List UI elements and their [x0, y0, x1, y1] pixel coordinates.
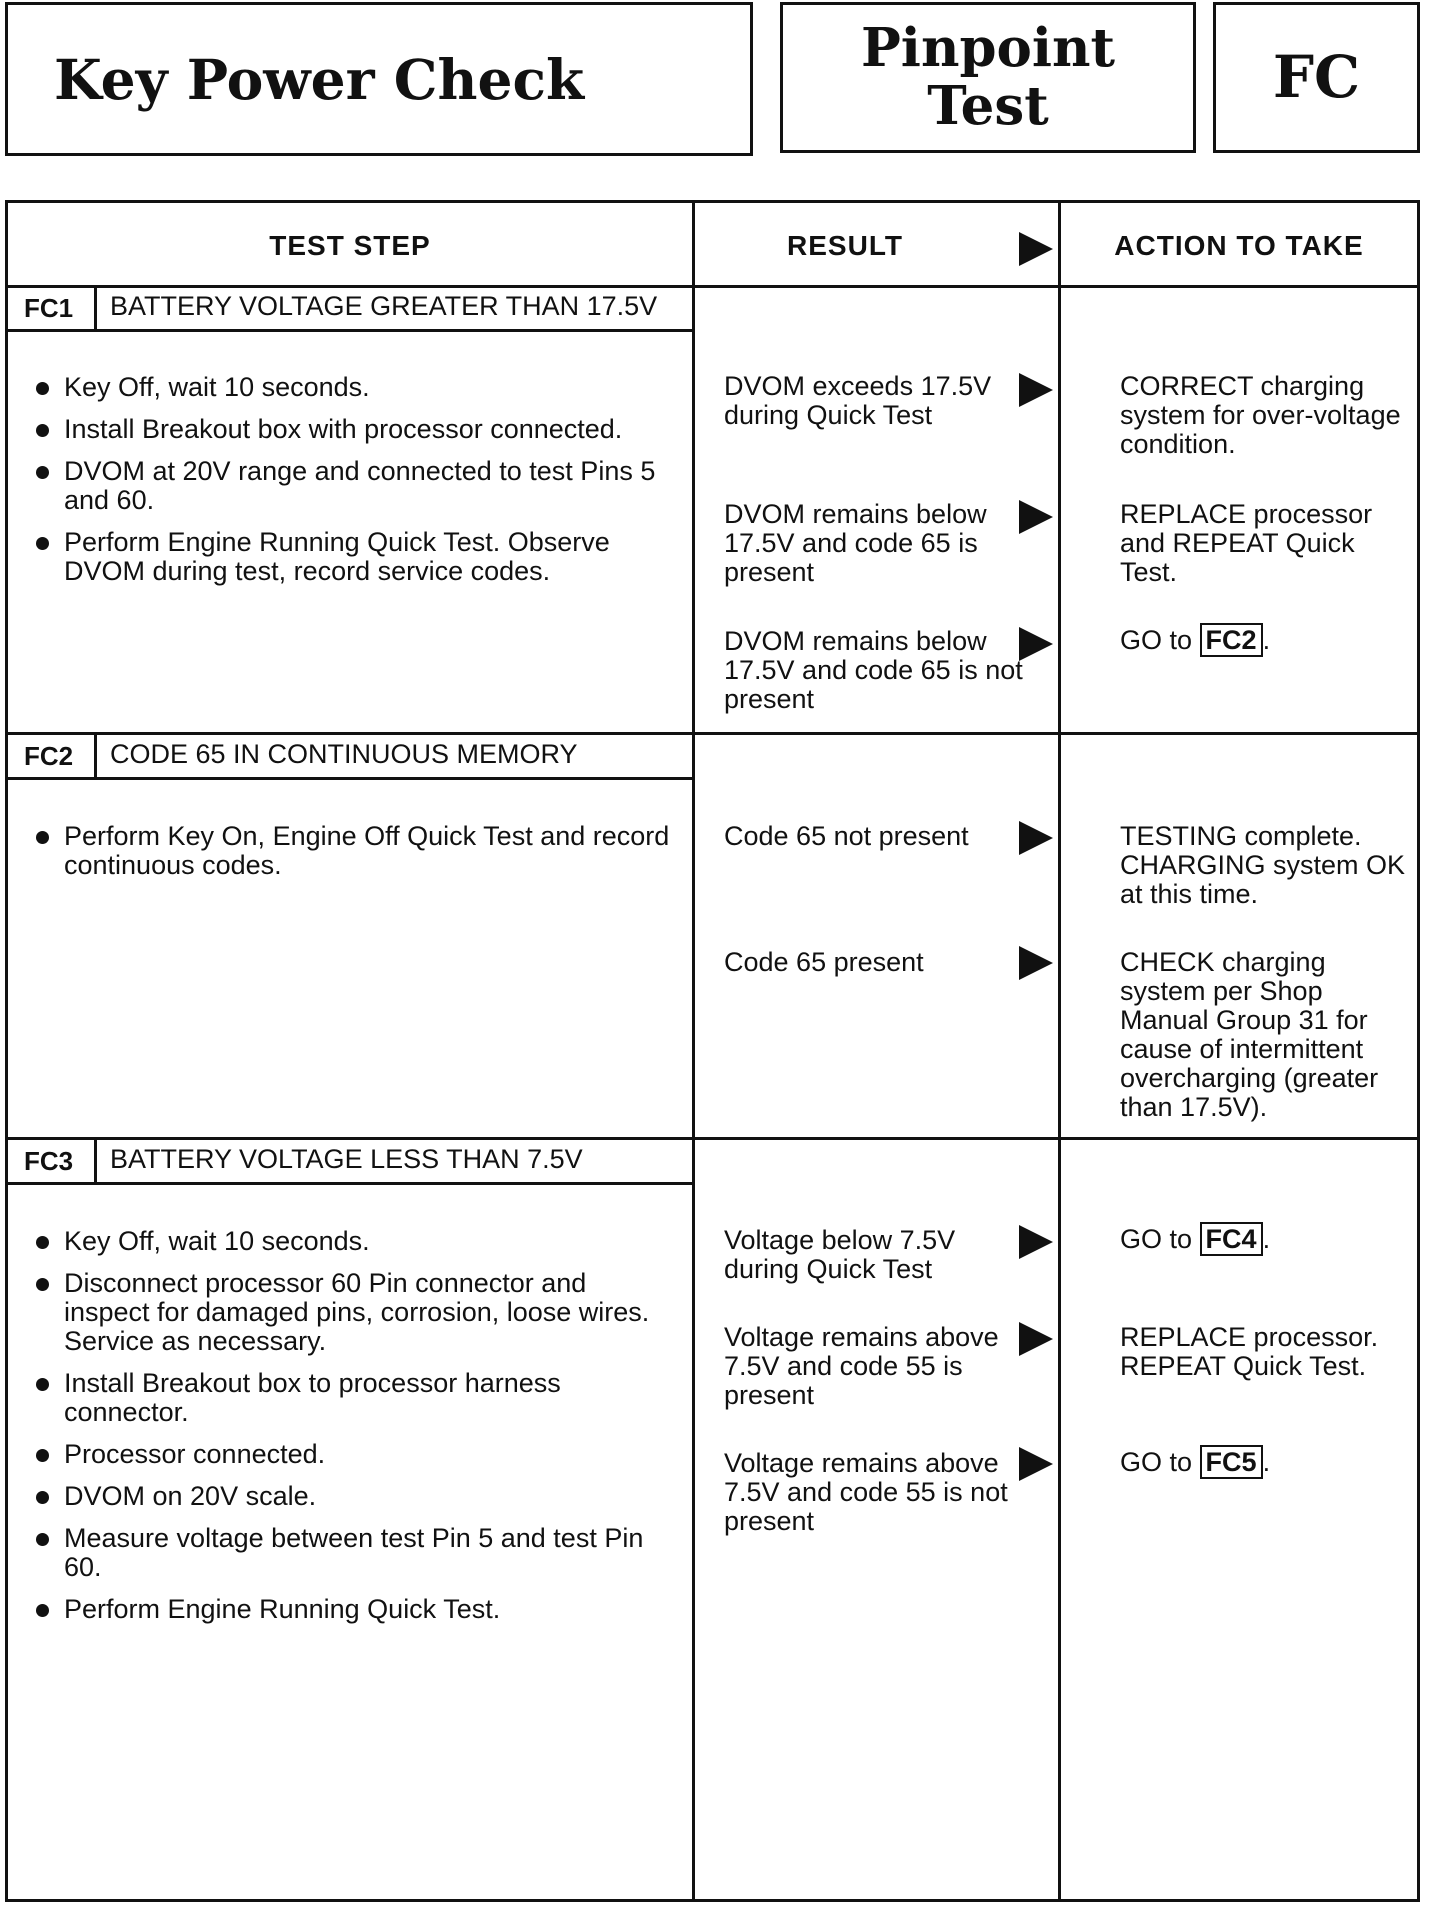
header-arrow-icon [1019, 232, 1053, 266]
fc1-bottom-divider [8, 732, 1417, 735]
fc5-link[interactable]: FC5 [1200, 1445, 1263, 1479]
fc3-id-divider [94, 1137, 97, 1183]
fc1-arrow-3-icon [1019, 627, 1053, 661]
fc2-arrow-2-icon [1019, 946, 1053, 980]
fc2-result-1: Code 65 not present [724, 821, 969, 851]
fc2-arrow-1-icon [1019, 821, 1053, 855]
fc3-step-6: Measure voltage between test Pin 5 and test Pin 60. [34, 1524, 674, 1582]
fc1-result-3: DVOM remains below 17.5V and code 65 is not present [724, 626, 1023, 714]
fc3-step-5: DVOM on 20V scale. [34, 1482, 674, 1511]
fc1-result-2: DVOM remains below 17.5V and code 65 is present [724, 499, 987, 587]
title-box [5, 2, 753, 156]
col-header-result: RESULT [787, 230, 903, 261]
pinpoint-text: Pinpoint Test [860, 17, 1116, 137]
fc2-result-2: Code 65 present [724, 947, 924, 977]
fc1-step-3: DVOM at 20V range and connected to test Pins 5 and 60. [34, 457, 674, 515]
fc2-title: CODE 65 IN CONTINUOUS MEMORY [110, 739, 578, 769]
fc3-result-1: Voltage below 7.5V during Quick Test [724, 1225, 956, 1284]
fc2-action-2: CHECK charging system per Shop Manual Group 31 for cause of intermittent overcharging (greater than 17.5V). [1120, 947, 1379, 1122]
fc3-title: BATTERY VOLTAGE LESS THAN 7.5V [110, 1144, 583, 1174]
pinpoint-label [783, 19, 1193, 135]
fc1-arrow-2-icon [1019, 500, 1053, 534]
fc4-link[interactable]: FC4 [1200, 1222, 1263, 1256]
fc1-action-2: REPLACE processor and REPEAT Quick Test. [1120, 499, 1373, 587]
fc3-step-3: Install Breakout box to processor harness connector. [34, 1369, 674, 1427]
fc3-result-2: Voltage remains above 7.5V and code 55 is present [724, 1322, 999, 1410]
col-divider-1 [692, 203, 695, 1899]
fc3-step-7: Perform Engine Running Quick Test. [34, 1595, 674, 1624]
fc1-title: BATTERY VOLTAGE GREATER THAN 17.5V [110, 291, 658, 321]
fc2-steps [34, 822, 674, 893]
fc3-arrow-2-icon [1019, 1322, 1053, 1356]
fc1-steps [34, 373, 674, 599]
fc3-result-3: Voltage remains above 7.5V and code 55 is not present [724, 1448, 1008, 1536]
fc1-id-divider [94, 285, 97, 331]
fc1-action-3: GO to FC2 . [1120, 625, 1271, 655]
fc3-action-1: GO to FC4 . [1120, 1224, 1271, 1254]
col-header-test-step: TEST STEP [269, 230, 431, 261]
fc1-action-1: CORRECT charging system for over-voltage condition. [1120, 371, 1401, 459]
fc3-steps [34, 1227, 674, 1637]
fc3-action-3: GO to FC5 . [1120, 1447, 1271, 1477]
fc3-id: FC3 [24, 1146, 74, 1176]
fc1-arrow-1-icon [1019, 373, 1053, 407]
fc1-step-4: Perform Engine Running Quick Test. Observe DVOM during test, record service codes. [34, 528, 674, 586]
fc3-step-1: Key Off, wait 10 seconds. [34, 1227, 674, 1256]
fc3-arrow-1-icon [1019, 1225, 1053, 1259]
fc3-action-2: REPLACE processor. REPEAT Quick Test. [1120, 1322, 1379, 1381]
fc1-step-2: Install Breakout box with processor connected. [34, 415, 674, 444]
fc3-step-4: Processor connected. [34, 1440, 674, 1469]
header-divider [8, 285, 1417, 288]
fc3-title-underline [8, 1182, 692, 1185]
col-header-action: ACTION TO TAKE [1114, 230, 1364, 261]
fc1-title-underline [8, 329, 692, 332]
fc1-action-3-text: GO to [1120, 625, 1193, 655]
fc1-id: FC1 [24, 293, 74, 323]
fc2-link[interactable]: FC2 [1200, 623, 1263, 657]
fc3-step-2: Disconnect processor 60 Pin connector and inspect for damaged pins, corrosion, loose wires. Service as necessary. [34, 1269, 674, 1356]
fc2-id: FC2 [24, 741, 74, 771]
fc3-action-3-text: GO to [1120, 1447, 1193, 1477]
fc3-arrow-3-icon [1019, 1447, 1053, 1481]
code-box [1213, 2, 1420, 153]
page-title: Key Power Check [54, 47, 585, 112]
fc1-result-1: DVOM exceeds 17.5V during Quick Test [724, 371, 992, 430]
test-code: FC [1272, 43, 1361, 111]
pinpoint-box [780, 2, 1196, 153]
fc2-bottom-divider [8, 1137, 1417, 1140]
fc2-action-1: TESTING complete. CHARGING system OK at this time. [1120, 821, 1406, 909]
fc2-title-underline [8, 777, 692, 780]
fc2-step-1: Perform Key On, Engine Off Quick Test and record continuous codes. [34, 822, 674, 880]
test-table [5, 200, 1420, 1902]
fc2-id-divider [94, 732, 97, 778]
fc3-action-1-text: GO to [1120, 1224, 1193, 1254]
fc1-step-1: Key Off, wait 10 seconds. [34, 373, 674, 402]
col-divider-2 [1058, 203, 1061, 1899]
